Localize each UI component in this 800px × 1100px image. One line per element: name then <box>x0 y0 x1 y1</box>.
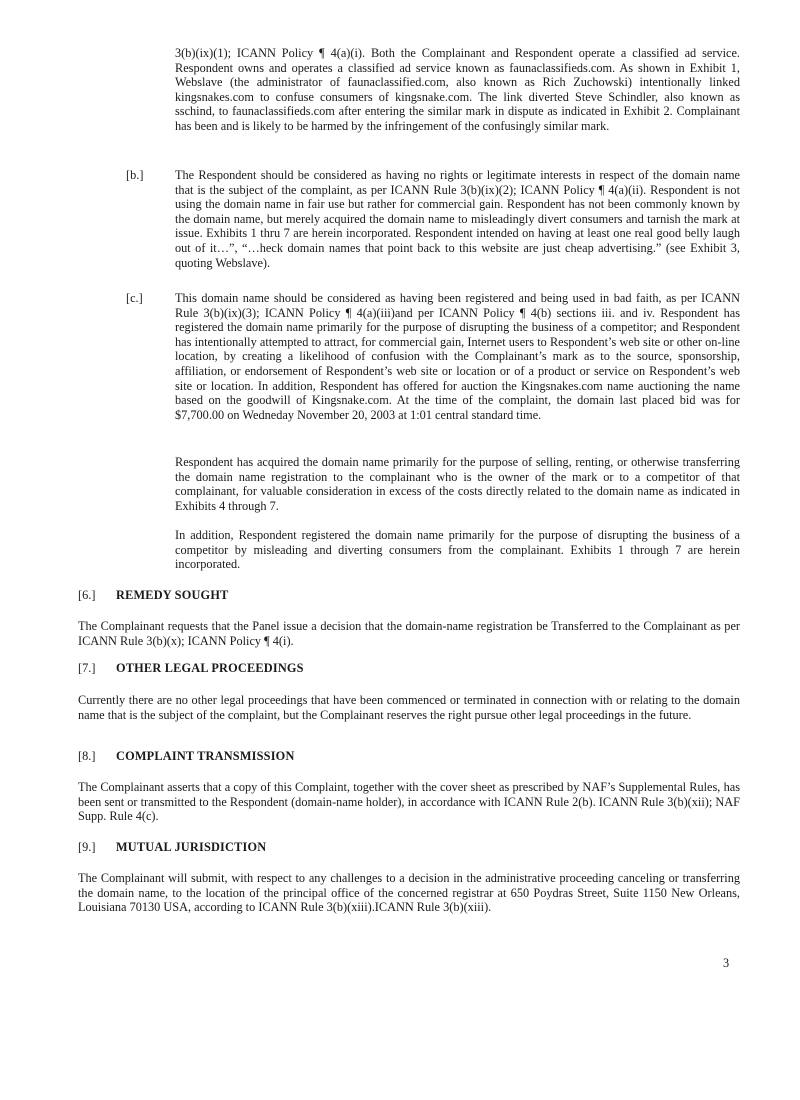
list-marker: [c.] <box>126 291 143 305</box>
section-title: OTHER LEGAL PROCEEDINGS <box>116 661 304 675</box>
sub-paragraph: In addition, Respondent registered the domain name primarily for the purpose of disrupting the business of a competitor by misleading and diverting consumers from the complainant. Exhibits 1 through 7 are herein incorporated. <box>175 528 740 572</box>
section-heading-transmission <box>78 749 295 764</box>
section-heading-legal-proceedings <box>78 661 304 676</box>
list-item-text: The Respondent should be considered as having no rights or legitimate interests in respect of the domain name that is the subject of the complaint, as per ICANN Rule 3(b)(ix)(2); ICANN Policy ¶ 4(a)(ii). Respondent is not using the domain name in fair use but rather for commercial gain. Respondent has not been commonly known by the domain name, but merely acquired the domain name to misleadingly divert consumers and tarnish the mark at issue. Exhibits 1 thru 7 are herein incorporated. Respondent intended on having at least one real good belly laugh out of it…”, “…heck domain names that point back to this website are just cheap advertising.” (see Exhibit 3, quoting Webslave). <box>175 168 740 270</box>
list-item-b <box>126 168 740 270</box>
section-heading-jurisdiction <box>78 840 266 855</box>
continuation-paragraph: 3(b)(ix)(1); ICANN Policy ¶ 4(a)(i). Both the Complainant and Respondent operate a classified ad service. Respondent owns and operates a classified ad service known as faunaclassifieds.com. As shown in Exhibit 1, Webslave (the administrator of faunaclassified.com, also known as Rich Zuchowski) intentionally linked kingsnakes.com to confuse consumers of kingsnake.com. The link diverted Steve Schindler, also known as sschind, to faunaclassifieds.com after entering the similar mark in dispute as indicated in Exhibit 2. Complainant has been and is likely to be harmed by the infringement of the confusingly similar mark. <box>175 46 740 133</box>
section-heading-remedy <box>78 588 229 603</box>
section-body: The Complainant asserts that a copy of this Complaint, together with the cover sheet as prescribed by NAF’s Supplemental Rules, has been sent or transmitted to the Respondent (domain-name holder), in accordance with ICANN Rule 2(b). ICANN Rule 3(b)(xii); NAF Supp. Rule 4(c). <box>78 780 740 824</box>
section-body: Currently there are no other legal proceedings that have been commenced or terminated in connection with or relating to the domain name that is the subject of the complaint, but the Complainant reserves the right pursue other legal proceedings in the future. <box>78 693 740 722</box>
section-body: The Complainant requests that the Panel issue a decision that the domain-name registration be Transferred to the Complainant as per ICANN Rule 3(b)(x); ICANN Policy ¶ 4(i). <box>78 619 740 648</box>
section-title: REMEDY SOUGHT <box>116 588 229 602</box>
section-body: The Complainant will submit, with respect to any challenges to a decision in the administrative proceeding canceling or transferring the domain name, to the location of the principal office of the concerned registrar at 650 Poydras Street, Suite 1150 New Orleans, Louisiana 70130 USA, according to ICANN Rule 3(b)(xiii).ICANN Rule 3(b)(xiii). <box>78 871 740 915</box>
list-item-c <box>126 291 740 422</box>
section-number: [6.] <box>78 588 96 602</box>
section-number: [7.] <box>78 661 96 675</box>
sub-paragraph: Respondent has acquired the domain name primarily for the purpose of selling, renting, or otherwise transferring the domain name registration to the complainant who is the owner of the mark or to a competitor of that complainant, for valuable consideration in excess of the costs directly related to the domain name as indicated in Exhibits 4 through 7. <box>175 455 740 513</box>
section-number: [8.] <box>78 749 96 763</box>
list-item-text: This domain name should be considered as having been registered and being used in bad faith, as per ICANN Rule 3(b)(ix)(3); ICANN Policy ¶ 4(a)(iii)and per ICANN Policy ¶ 4(b) sections iii. and iv. Respondent has registered the domain name primarily for the purpose of disrupting the business of a competitor; and Respondent has intentionally attempted to attract, for commercial gain, Internet users to Respondent’s web site or other on-line location, by creating a likelihood of confusion with the Complainant’s mark as to the source, sponsorship, affiliation, or endorsement of Respondent’s web site or location or of a product or service on Respondent’s web site or location. In addition, Respondent has offered for auction the Kingsnakes.com name auctioning the name based on the goodwill of Kingsnake.com. At the time of the complaint, the domain last placed bid was for $7,700.00 on Wedneday November 20, 2003 at 1:01 central standard time. <box>175 291 740 422</box>
section-title: COMPLAINT TRANSMISSION <box>116 749 295 763</box>
page-number: 3 <box>723 956 730 970</box>
list-marker: [b.] <box>126 168 144 182</box>
section-number: [9.] <box>78 840 96 854</box>
section-title: MUTUAL JURISDICTION <box>116 840 267 854</box>
